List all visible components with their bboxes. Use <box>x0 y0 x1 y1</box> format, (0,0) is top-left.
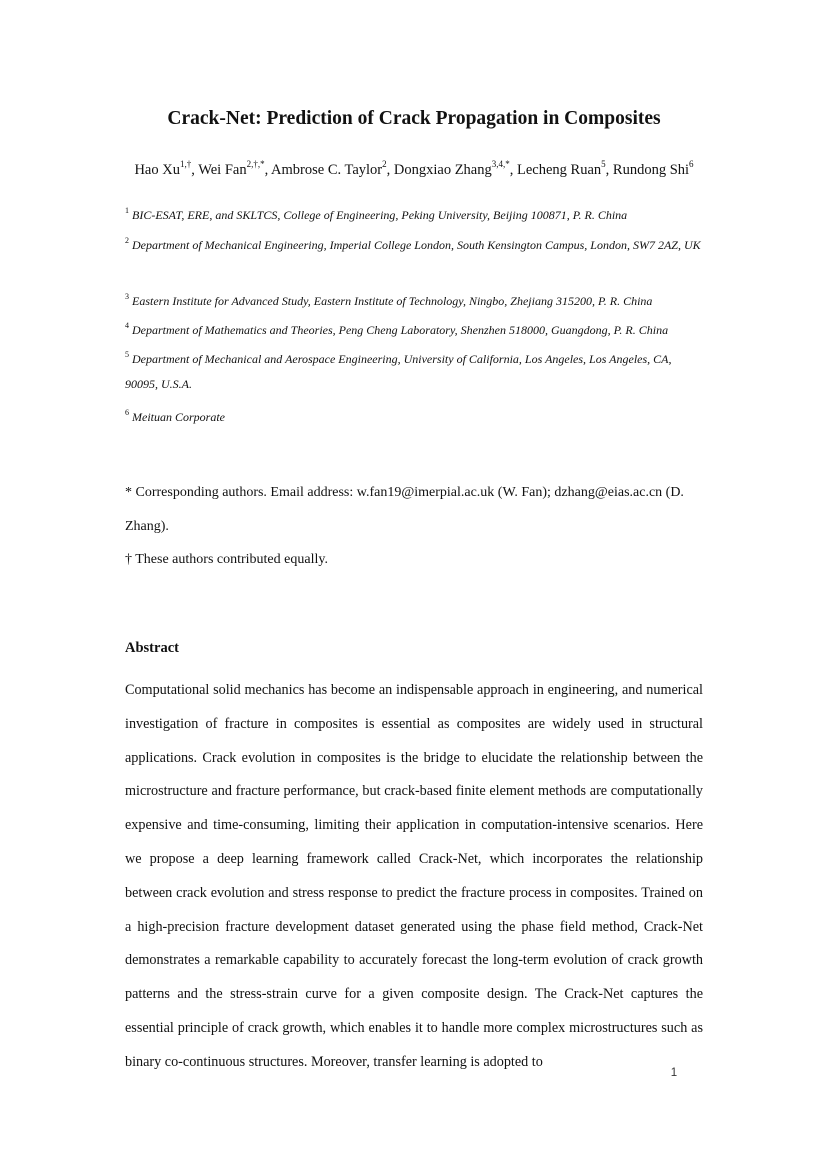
corresponding-authors-note: * Corresponding authors. Email address: w.fan19@imerpial.ac.uk (W. Fan); dzhang@eias.ac.cn (D. Zhang). <box>125 485 684 534</box>
abstract-heading: Abstract <box>125 640 179 656</box>
affiliation: $^4$ Department of Mathematics and Theories, Peng Cheng Laboratory, Shenzhen 518000, Guangdong, P. R. China <box>125 321 669 337</box>
affiliation: $^1$ BIC-ESAT, ERE, and SKLTCS, College of Engineering, Peking University, Beijing 100871, P. R. China <box>125 206 628 222</box>
author: Wei Fan$^{2,\dagger,*}$, <box>198 159 272 178</box>
affiliation: $^3$ Eastern Institute for Advanced Study, Eastern Institute of Technology, Ningbo, Zhejiang 315200, P. R. China <box>125 292 653 308</box>
paper-title: Crack-Net: Prediction of Crack Propagation in Composites <box>167 108 661 129</box>
author: Rundong Shi$^6$ <box>612 159 694 178</box>
affiliation: $^2$ Department of Mechanical Engineering, Imperial College London, South Kensington Campus, London, SW7 2AZ, UK <box>125 236 701 252</box>
author: Dongxiao Zhang$^{3,4,*}$, <box>393 159 517 178</box>
affiliation: $^5$ Department of Mechanical and Aerospace Engineering, University of California, Los Angeles, Los Angeles, CA, 90095, U.S.A. <box>125 350 672 391</box>
author-list <box>0 159 828 179</box>
author: Ambrose C. Taylor$^2$, <box>271 159 394 178</box>
affiliation: $^6$ Meituan Corporate <box>125 408 225 424</box>
page-number: 1 <box>670 1067 678 1079</box>
abstract-body: Computational solid mechanics has become an indispensable approach in engineering, and numerical investigation of fracture in composites is essential as composites are widely used in structural applications. Crack evolution in composites is the bridge to elucidate the relationship between the microstructure and fracture performance, but crack-based finite element methods are computationally expensive and time-consuming, limiting their application in computation-intensive scenarios. Here we propose a deep learning framework called Crack-Net, which incorporates the relationship between crack evolution and stress response to predict the fracture process in composites. Trained on a high-precision fracture development dataset generated using the phase field method, Crack-Net demonstrates a remarkable capability to accurately forecast the long-term evolution of crack growth patterns and the stress-strain curve for a given composite design. The Crack-Net captures the essential principle of crack growth, which enables it to handle more complex microstructures such as binary co-continuous structures. Moreover, transfer learning is adopted to <box>125 682 703 1070</box>
equal-contribution-note: † These authors contributed equally. <box>125 552 328 567</box>
author: Lecheng Ruan$^5$, <box>517 159 613 178</box>
author: Hao $Xu^{1,\dagger}$, <box>134 159 199 178</box>
